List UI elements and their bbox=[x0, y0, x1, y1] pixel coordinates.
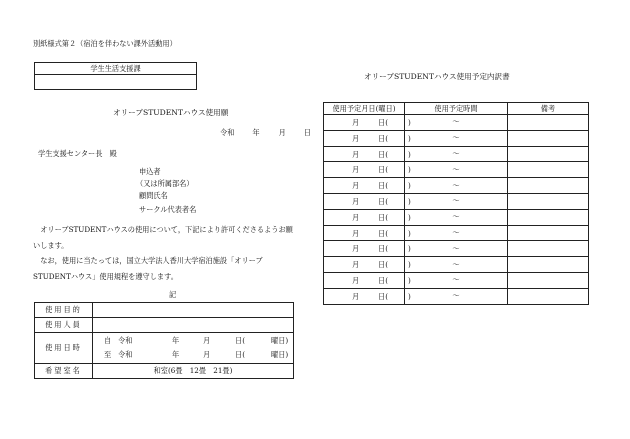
purpose-value[interactable] bbox=[93, 303, 294, 318]
schedule-notes-cell[interactable] bbox=[508, 272, 589, 288]
schedule-row bbox=[324, 146, 589, 162]
applicant-field-4: サークル代表者名 bbox=[139, 205, 197, 214]
schedule-date-cell[interactable]: 月 日( ) bbox=[324, 178, 405, 194]
schedule-row bbox=[324, 162, 589, 178]
applicant-field-2: （又は所属部名） bbox=[136, 179, 194, 188]
schedule-time-cell[interactable]: ～ bbox=[405, 178, 508, 194]
schedule-row bbox=[324, 225, 589, 241]
schedule-row bbox=[324, 115, 589, 131]
body-paragraph-2: なお，使用に当たっては，国立大学法人香川大学宿泊施設「オリーブSTUDENTハウス」使用規程を遵守します。 bbox=[33, 256, 263, 281]
schedule-notes-cell[interactable] bbox=[508, 115, 589, 131]
room-value[interactable]: 和室(6畳 12畳 21畳) bbox=[93, 364, 294, 379]
schedule-time-cell[interactable]: ～ bbox=[405, 272, 508, 288]
schedule-notes-cell[interactable] bbox=[508, 225, 589, 241]
schedule-title: オリーブSTUDENTハウス使用予定内訳書 bbox=[364, 72, 510, 81]
schedule-time-cell[interactable]: ～ bbox=[405, 288, 508, 304]
application-date: 令和 年 月 日 bbox=[220, 128, 311, 137]
addressee: 学生支援センター長 殿 bbox=[38, 149, 117, 158]
persons-row bbox=[35, 318, 294, 333]
office-box bbox=[34, 62, 197, 90]
application-title: オリーブSTUDENTハウス使用願 bbox=[113, 108, 229, 117]
schedule-time-cell[interactable]: ～ bbox=[405, 115, 508, 131]
schedule-header-date: 使用予定月日(曜日) bbox=[324, 103, 405, 115]
application-table bbox=[34, 302, 294, 379]
datetime-label: 使用日時 bbox=[35, 333, 93, 364]
schedule-notes-cell[interactable] bbox=[508, 257, 589, 273]
schedule-date-cell[interactable]: 月 日( ) bbox=[324, 288, 405, 304]
schedule-body bbox=[324, 115, 589, 305]
schedule-row bbox=[324, 209, 589, 225]
schedule-date-cell[interactable]: 月 日( ) bbox=[324, 241, 405, 257]
schedule-date-cell[interactable]: 月 日( ) bbox=[324, 257, 405, 273]
to-row: 至 令和 年 月 日( 曜日) bbox=[104, 350, 289, 359]
schedule-date-cell[interactable]: 月 日( ) bbox=[324, 225, 405, 241]
schedule-notes-cell[interactable] bbox=[508, 241, 589, 257]
schedule-date-cell[interactable]: 月 日( ) bbox=[324, 209, 405, 225]
datetime-row bbox=[35, 333, 294, 364]
schedule-row bbox=[324, 130, 589, 146]
ki-label: 記 bbox=[169, 290, 177, 299]
schedule-time-cell[interactable]: ～ bbox=[405, 241, 508, 257]
schedule-row bbox=[324, 178, 589, 194]
form-id: 別紙様式第２（宿泊を伴わない課外活動用） bbox=[33, 39, 177, 48]
schedule-time-cell[interactable]: ～ bbox=[405, 146, 508, 162]
persons-label: 使用人員 bbox=[35, 318, 93, 333]
applicant-field-3: 顧問氏名 bbox=[139, 191, 168, 200]
schedule-notes-cell[interactable] bbox=[508, 288, 589, 304]
schedule-row bbox=[324, 241, 589, 257]
schedule-row bbox=[324, 272, 589, 288]
schedule-time-cell[interactable]: ～ bbox=[405, 225, 508, 241]
schedule-date-cell[interactable]: 月 日( ) bbox=[324, 146, 405, 162]
schedule-date-cell[interactable]: 月 日( ) bbox=[324, 193, 405, 209]
room-row bbox=[35, 364, 294, 379]
body-paragraph-1: オリーブSTUDENTハウスの使用について，下記により許可くださるようお願いします。 bbox=[33, 225, 293, 250]
schedule-notes-cell[interactable] bbox=[508, 146, 589, 162]
purpose-label: 使用目的 bbox=[35, 303, 93, 318]
schedule-notes-cell[interactable] bbox=[508, 193, 589, 209]
persons-value[interactable] bbox=[93, 318, 294, 333]
applicant-field-1: 申込者 bbox=[139, 167, 161, 176]
room-label: 希望室名 bbox=[35, 364, 93, 379]
schedule-notes-cell[interactable] bbox=[508, 209, 589, 225]
datetime-value[interactable] bbox=[93, 333, 294, 364]
schedule-header-time: 使用予定時間 bbox=[405, 103, 508, 115]
schedule-date-cell[interactable]: 月 日( ) bbox=[324, 130, 405, 146]
office-box-title: 学生生活支援課 bbox=[35, 63, 196, 75]
schedule-table bbox=[323, 102, 589, 305]
schedule-time-cell[interactable]: ～ bbox=[405, 257, 508, 273]
from-row: 自 令和 年 月 日( 曜日) bbox=[104, 336, 289, 345]
schedule-time-cell[interactable]: ～ bbox=[405, 130, 508, 146]
schedule-time-cell[interactable]: ～ bbox=[405, 193, 508, 209]
schedule-header-row bbox=[324, 103, 589, 115]
schedule-row bbox=[324, 193, 589, 209]
schedule-date-cell[interactable]: 月 日( ) bbox=[324, 162, 405, 178]
schedule-time-cell[interactable]: ～ bbox=[405, 162, 508, 178]
schedule-row bbox=[324, 257, 589, 273]
schedule-notes-cell[interactable] bbox=[508, 178, 589, 194]
purpose-row bbox=[35, 303, 294, 318]
schedule-row bbox=[324, 288, 589, 304]
schedule-date-cell[interactable]: 月 日( ) bbox=[324, 272, 405, 288]
schedule-date-cell[interactable]: 月 日( ) bbox=[324, 115, 405, 131]
schedule-notes-cell[interactable] bbox=[508, 162, 589, 178]
schedule-header-notes: 備考 bbox=[508, 103, 589, 115]
schedule-notes-cell[interactable] bbox=[508, 130, 589, 146]
schedule-time-cell[interactable]: ～ bbox=[405, 209, 508, 225]
